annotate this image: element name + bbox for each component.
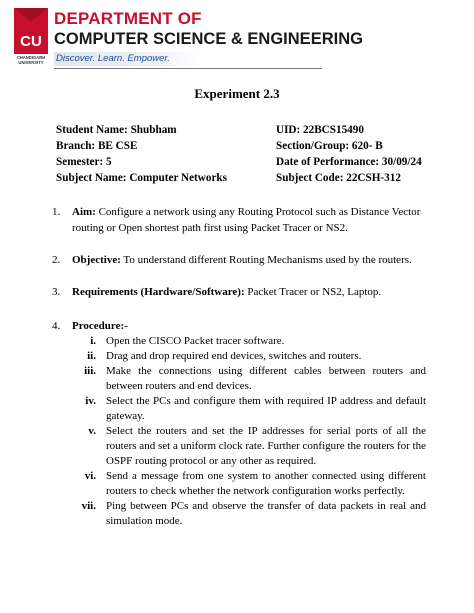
header-divider: [54, 68, 322, 69]
step-number: vi.: [84, 470, 96, 482]
section-number: 3.: [52, 286, 61, 298]
step-text: Send a message from one system to another connected using different routers to check whether the network configuration works perfectly.: [106, 470, 426, 497]
department-title-line1: DEPARTMENT OF: [54, 9, 202, 28]
uid: UID: 22BCS15490: [276, 124, 364, 136]
list-item: [56, 499, 426, 529]
section-procedure: [52, 318, 432, 334]
step-number: ii.: [87, 350, 96, 362]
info-row: [56, 170, 426, 186]
student-info: [56, 122, 426, 186]
section-text: Configure a network using any Routing Protocol such as Distance Vector routing or Open shortest path first using Packet Tracer or NS2.: [72, 206, 421, 234]
logo-subtext: CHANDIGARH UNIVERSITY: [16, 55, 46, 65]
list-item: [56, 424, 426, 469]
section-number: 4.: [52, 320, 61, 332]
section-label: Procedure:-: [72, 320, 128, 332]
section-aim: [52, 204, 432, 236]
section-text: To understand different Routing Mechanisms used by the routers.: [120, 254, 412, 266]
list-item: [56, 364, 426, 394]
info-row: [56, 154, 426, 170]
department-header: [14, 8, 363, 78]
student-name: Student Name: Shubham: [56, 124, 177, 136]
step-text: Drag and drop required end devices, switches and routers.: [106, 350, 362, 362]
step-text: Make the connections using different cables between routers and between routers and end devices.: [106, 365, 426, 392]
list-item: [56, 334, 426, 349]
step-number: vii.: [81, 500, 96, 512]
section-group: Section/Group: 620- B: [276, 140, 383, 152]
step-number: i.: [90, 335, 96, 347]
section-objective: [52, 252, 432, 268]
procedure-steps: [56, 334, 426, 529]
info-row: [56, 138, 426, 154]
section-label: Objective:: [72, 254, 121, 266]
step-text: Open the CISCO Packet tracer software.: [106, 335, 285, 347]
step-number: iv.: [85, 395, 96, 407]
subject-code: Subject Code: 22CSH-312: [276, 172, 401, 184]
semester: Semester: 5: [56, 156, 112, 168]
list-item: [56, 394, 426, 424]
section-requirements: [52, 284, 432, 300]
date-of-performance: Date of Performance: 30/09/24: [276, 156, 422, 168]
list-item: [56, 349, 426, 364]
step-text: Select the PCs and configure them with required IP address and default gateway.: [106, 395, 426, 422]
university-logo: [14, 8, 48, 68]
section-number: 1.: [52, 206, 61, 218]
logo-monogram: CU: [20, 33, 42, 50]
info-row: [56, 122, 426, 138]
step-number: v.: [88, 425, 96, 437]
step-number: iii.: [84, 365, 96, 377]
list-item: [56, 469, 426, 499]
section-label: Aim:: [72, 206, 96, 218]
department-title-line2: COMPUTER SCIENCE & ENGINEERING: [54, 30, 363, 48]
subject-name: Subject Name: Computer Networks: [56, 172, 227, 184]
section-label: Requirements (Hardware/Software):: [72, 286, 245, 298]
tagline: Discover. Learn. Empower.: [56, 53, 170, 64]
step-text: Select the routers and set the IP addresses for serial ports of all the routers and set a uniform clock rate. Further configure the routers for the OSPF routing protocol or any other as required.: [106, 425, 426, 467]
branch: Branch: BE CSE: [56, 140, 138, 152]
step-text: Ping between PCs and observe the transfer of data packets in real and simulation mode.: [106, 500, 426, 527]
experiment-title: Experiment 2.3: [194, 86, 280, 101]
section-number: 2.: [52, 254, 61, 266]
section-text: Packet Tracer or NS2, Laptop.: [244, 286, 382, 298]
